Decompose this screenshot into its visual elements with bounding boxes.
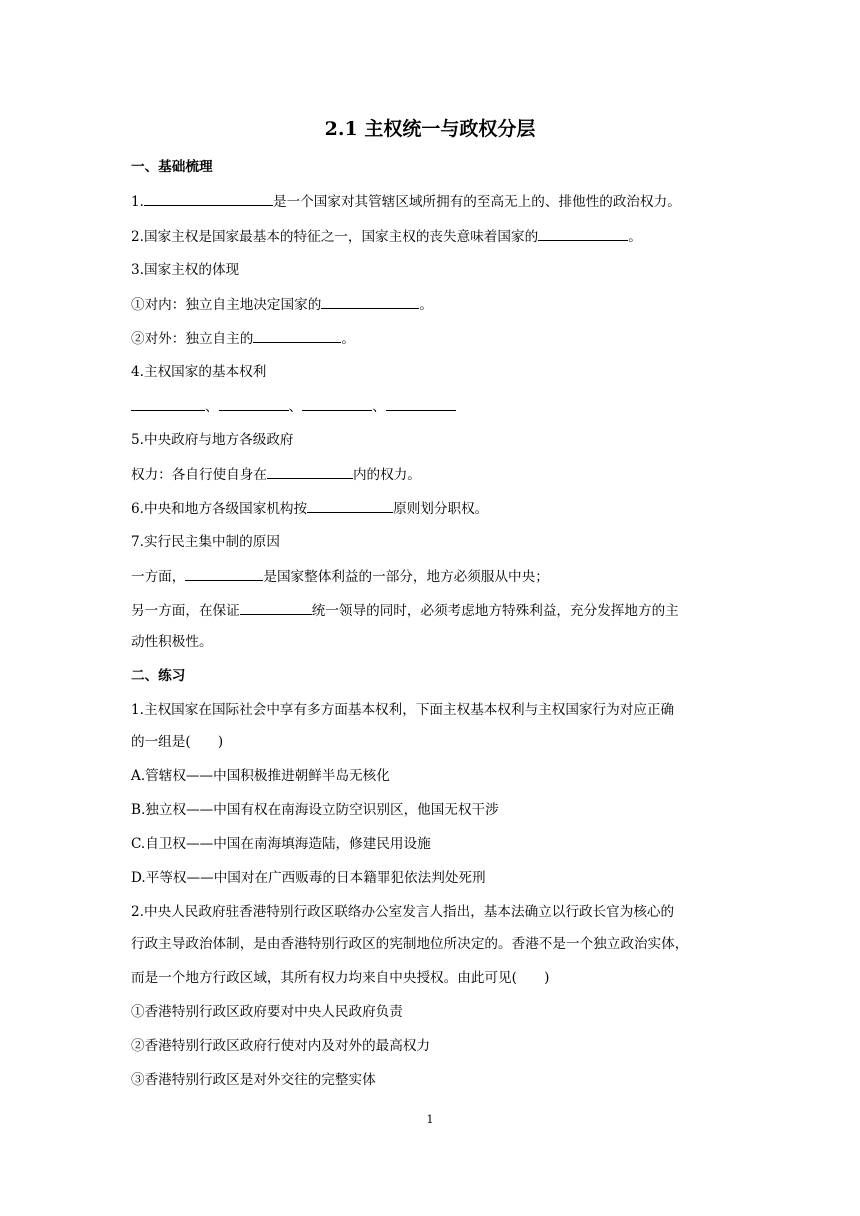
- fill-blank: [253, 328, 341, 343]
- section-heading-practice: 二、练习: [131, 668, 186, 684]
- practice-2-option-2: ②香港特别行政区政府行使对内及对外的最高权力: [131, 1038, 431, 1054]
- question-3a: [131, 294, 741, 315]
- practice-1-option-d: D.平等权——中国对在广西贩毒的日本籍罪犯依法判处死刑: [131, 870, 486, 886]
- q6-text: 6.中央和地方各级国家机构按: [131, 501, 308, 517]
- question-3b: [131, 328, 741, 349]
- page-number: 1: [426, 1113, 434, 1126]
- q2-text: 2.国家主权是国家最基本的特征之一，国家主权的丧失意味着国家的: [131, 229, 539, 245]
- fill-blank: [240, 600, 312, 615]
- question-5a: [131, 464, 741, 485]
- q6-end: 原则划分职权。: [393, 501, 489, 517]
- q5a-text: 权力：各自行使自身在: [131, 467, 267, 483]
- practice-2-option-3: ③香港特别行政区是对外交往的完整实体: [131, 1072, 376, 1088]
- q1-text: 是一个国家对其管辖区域所拥有的至高无上的、排他性的政治权力。: [272, 194, 681, 210]
- page-title: 2.1 主权统一与政权分层: [324, 118, 536, 140]
- fill-blank: [185, 566, 263, 581]
- question-2: [131, 226, 741, 247]
- q1-prefix: 1.: [131, 194, 144, 210]
- q7b-end: 统一领导的同时，必须考虑地方特殊利益，充分发挥地方的主: [311, 603, 679, 619]
- q2-end: 。: [628, 229, 642, 245]
- fill-blank: [267, 464, 353, 479]
- separator: 、: [205, 399, 219, 415]
- practice-1-stem-cont: 的一组是( ): [131, 734, 224, 750]
- fill-blank: [386, 396, 456, 411]
- fill-blank: [219, 396, 289, 411]
- fill-blank: [302, 396, 372, 411]
- question-4: 4.主权国家的基本权利: [131, 364, 267, 380]
- q7a-text: 一方面，: [131, 569, 186, 585]
- question-7a: [131, 566, 741, 587]
- fill-blank: [144, 191, 273, 206]
- practice-2-stem-cont: 而是一个地方行政区域，其所有权力均来自中央授权。由此可见( ): [131, 970, 550, 986]
- question-7b-continued: 动性积极性。: [131, 634, 213, 650]
- question-5: 5.中央政府与地方各级政府: [131, 432, 294, 448]
- q7b-text: 另一方面，在保证: [131, 603, 240, 619]
- practice-2-option-1: ①香港特别行政区政府要对中央人民政府负责: [131, 1004, 403, 1020]
- fill-blank: [307, 498, 393, 513]
- question-1: [131, 191, 741, 212]
- section-heading-basics: 一、基础梳理: [131, 159, 213, 175]
- question-3: 3.国家主权的体现: [131, 262, 240, 278]
- practice-2-stem-cont: 行政主导政治体制，是由香港特别行政区的宪制地位所决定的。香港不是一个独立政治实体，: [131, 936, 689, 952]
- question-7b: [131, 600, 741, 621]
- question-7: 7.实行民主集中制的原因: [131, 534, 280, 550]
- question-6: [131, 498, 741, 519]
- q7a-end: 是国家整体利益的一部分，地方必须服从中央；: [263, 569, 549, 585]
- question-4-blanks: [131, 396, 741, 417]
- separator: 、: [372, 399, 386, 415]
- practice-2-stem: 2.中央人民政府驻香港特别行政区联络办公室发言人指出，基本法确立以行政长官为核心的: [131, 904, 675, 920]
- practice-1-option-c: C.自卫权——中国在南海填海造陆，修建民用设施: [131, 836, 431, 852]
- q3b-text: ②对外：独立自主的: [131, 331, 254, 347]
- q5a-end: 内的权力。: [352, 467, 421, 483]
- practice-1-option-a: A.管辖权——中国积极推进朝鲜半岛无核化: [131, 768, 390, 784]
- q3a-end: 。: [419, 297, 433, 313]
- fill-blank: [131, 396, 205, 411]
- fill-blank: [321, 294, 419, 309]
- q3a-text: ①对内：独立自主地决定国家的: [131, 297, 322, 313]
- q3b-end: 。: [341, 331, 355, 347]
- practice-1-stem: 1.主权国家在国际社会中享有多方面基本权利，下面主权基本权利与主权国家行为对应正确: [131, 702, 675, 718]
- fill-blank: [538, 226, 628, 241]
- practice-1-option-b: B.独立权——中国有权在南海设立防空识别区，他国无权干涉: [131, 802, 499, 818]
- separator: 、: [288, 399, 303, 415]
